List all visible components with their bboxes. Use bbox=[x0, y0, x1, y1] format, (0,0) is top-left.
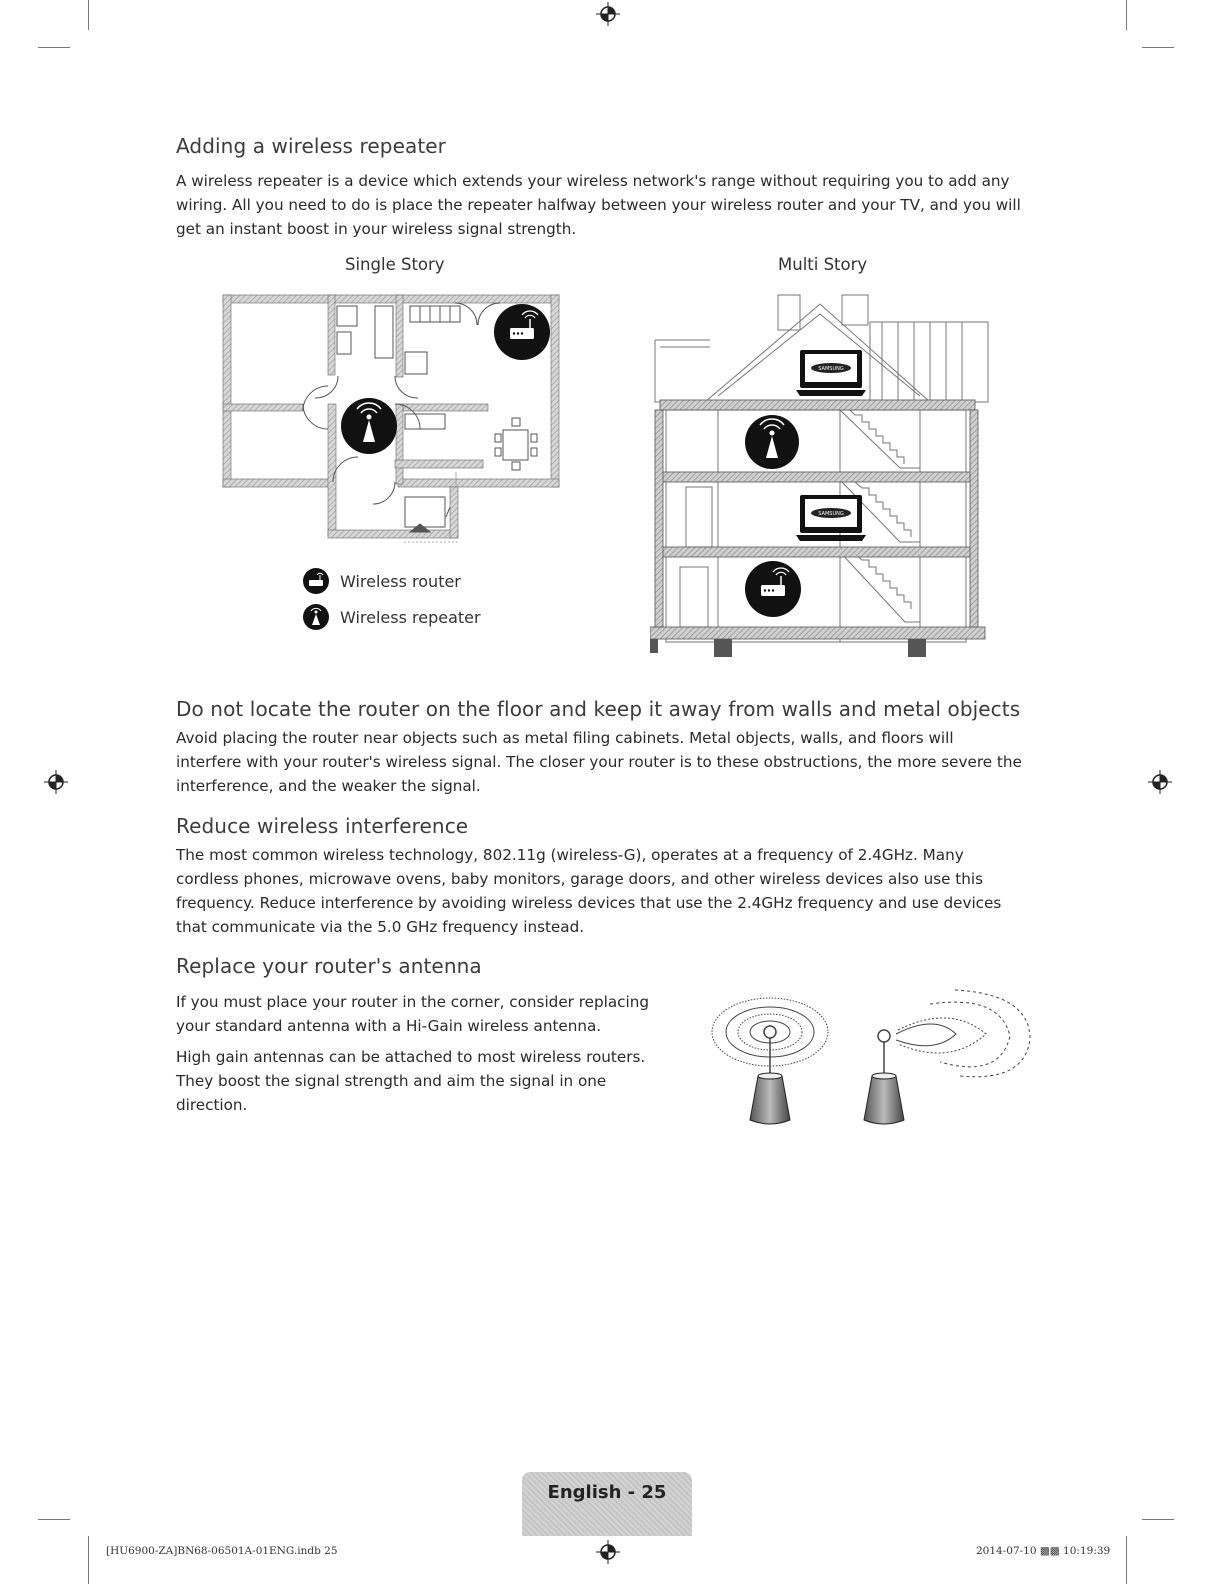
wireless-repeater-icon bbox=[745, 415, 799, 469]
section-heading-placement: Do not locate the router on the floor and keep it away from walls and metal objects bbox=[176, 697, 1021, 721]
registration-mark-icon bbox=[596, 1540, 620, 1564]
wireless-router-icon bbox=[745, 561, 801, 617]
legend-router bbox=[302, 566, 461, 596]
paragraph-line: frequency. Reduce interference by avoiding wireless devices that use the 2.4GHz frequency and use devices bbox=[176, 894, 1002, 912]
crop-mark-bottom-right-v bbox=[1126, 1536, 1127, 1584]
paragraph-line: Avoid placing the router near objects such as metal filing cabinets. Metal objects, walls, and floors will bbox=[176, 729, 954, 747]
crop-mark-bottom-left-v bbox=[88, 1536, 89, 1584]
antenna-paragraph-1 bbox=[176, 990, 666, 1038]
paragraph-line: The most common wireless technology, 802.11g (wireless-G), operates at a frequency of 2.4GHz. Many bbox=[176, 846, 964, 864]
legend-repeater bbox=[302, 602, 481, 632]
file-info: [HU6900-ZA]BN68-06501A-01ENG.indb 25 bbox=[106, 1545, 338, 1557]
page-number: English - 25 bbox=[547, 1482, 667, 1503]
section-heading-antenna: Replace your router's antenna bbox=[176, 954, 482, 978]
laptop-brand-text: SAMSUNG bbox=[818, 366, 844, 372]
registration-mark-icon bbox=[596, 2, 620, 26]
wireless-repeater-icon bbox=[302, 603, 330, 631]
paragraph-line: interference, and the weaker the signal. bbox=[176, 777, 481, 795]
laptop-icon bbox=[796, 495, 866, 541]
section-heading-interference: Reduce wireless interference bbox=[176, 814, 469, 838]
print-timestamp: 2014-07-10 ▩▩ 10:19:39 bbox=[976, 1545, 1111, 1557]
repeater-paragraph bbox=[176, 169, 1046, 241]
crop-mark-top-left-v bbox=[88, 0, 89, 30]
crop-mark-top-right-h bbox=[1142, 47, 1174, 48]
wireless-router-icon bbox=[302, 567, 330, 595]
paragraph-line: A wireless repeater is a device which extends your wireless network's range without requiring you to add any bbox=[176, 172, 1010, 190]
paragraph-line: your standard antenna with a Hi-Gain wireless antenna. bbox=[176, 1017, 602, 1035]
paragraph-line: that communicate via the 5.0 GHz frequency instead. bbox=[176, 918, 585, 936]
laptop-brand-text: SAMSUNG bbox=[818, 511, 844, 517]
registration-mark-icon bbox=[44, 770, 68, 794]
paragraph-line: High gain antennas can be attached to most wireless routers. bbox=[176, 1048, 646, 1066]
high-gain-antenna-icon bbox=[864, 990, 1030, 1124]
crop-mark-top-left-h bbox=[38, 47, 70, 48]
page-number-tab bbox=[522, 1472, 692, 1536]
legend-repeater-label: Wireless repeater bbox=[340, 607, 481, 627]
paragraph-line: If you must place your router in the corner, consider replacing bbox=[176, 993, 649, 1011]
paragraph-line: They boost the signal strength and aim the signal in one bbox=[176, 1072, 607, 1090]
multi-story-house-diagram bbox=[650, 292, 995, 658]
antenna-paragraph-2 bbox=[176, 1045, 666, 1117]
crop-mark-top-right-v bbox=[1126, 0, 1127, 30]
single-story-floor-plan bbox=[220, 292, 562, 546]
laptop-icon bbox=[796, 350, 866, 396]
paragraph-line: wiring. All you need to do is place the repeater halfway between your wireless router and your TV, and you will bbox=[176, 196, 1021, 214]
legend-router-label: Wireless router bbox=[340, 571, 461, 591]
crop-mark-bottom-right-h bbox=[1142, 1519, 1174, 1520]
multi-story-caption: Multi Story bbox=[778, 255, 868, 274]
wireless-router-icon bbox=[494, 304, 550, 360]
standard-antenna-icon bbox=[712, 998, 828, 1124]
section-heading-repeater: Adding a wireless repeater bbox=[176, 134, 446, 158]
paragraph-line: direction. bbox=[176, 1096, 248, 1114]
paragraph-line: cordless phones, microwave ovens, baby monitors, garage doors, and other wireless devices also use this bbox=[176, 870, 983, 888]
paragraph-line: interfere with your router's wireless signal. The closer your router is to these obstructions, the more severe the bbox=[176, 753, 1022, 771]
wireless-repeater-icon bbox=[341, 398, 397, 454]
single-story-caption: Single Story bbox=[345, 255, 445, 274]
placement-paragraph bbox=[176, 726, 1046, 798]
antenna-comparison-diagram bbox=[700, 984, 1040, 1134]
paragraph-line: get an instant boost in your wireless signal strength. bbox=[176, 220, 577, 238]
interference-paragraph bbox=[176, 843, 1046, 939]
crop-mark-bottom-left-h bbox=[38, 1519, 70, 1520]
registration-mark-icon bbox=[1148, 770, 1172, 794]
